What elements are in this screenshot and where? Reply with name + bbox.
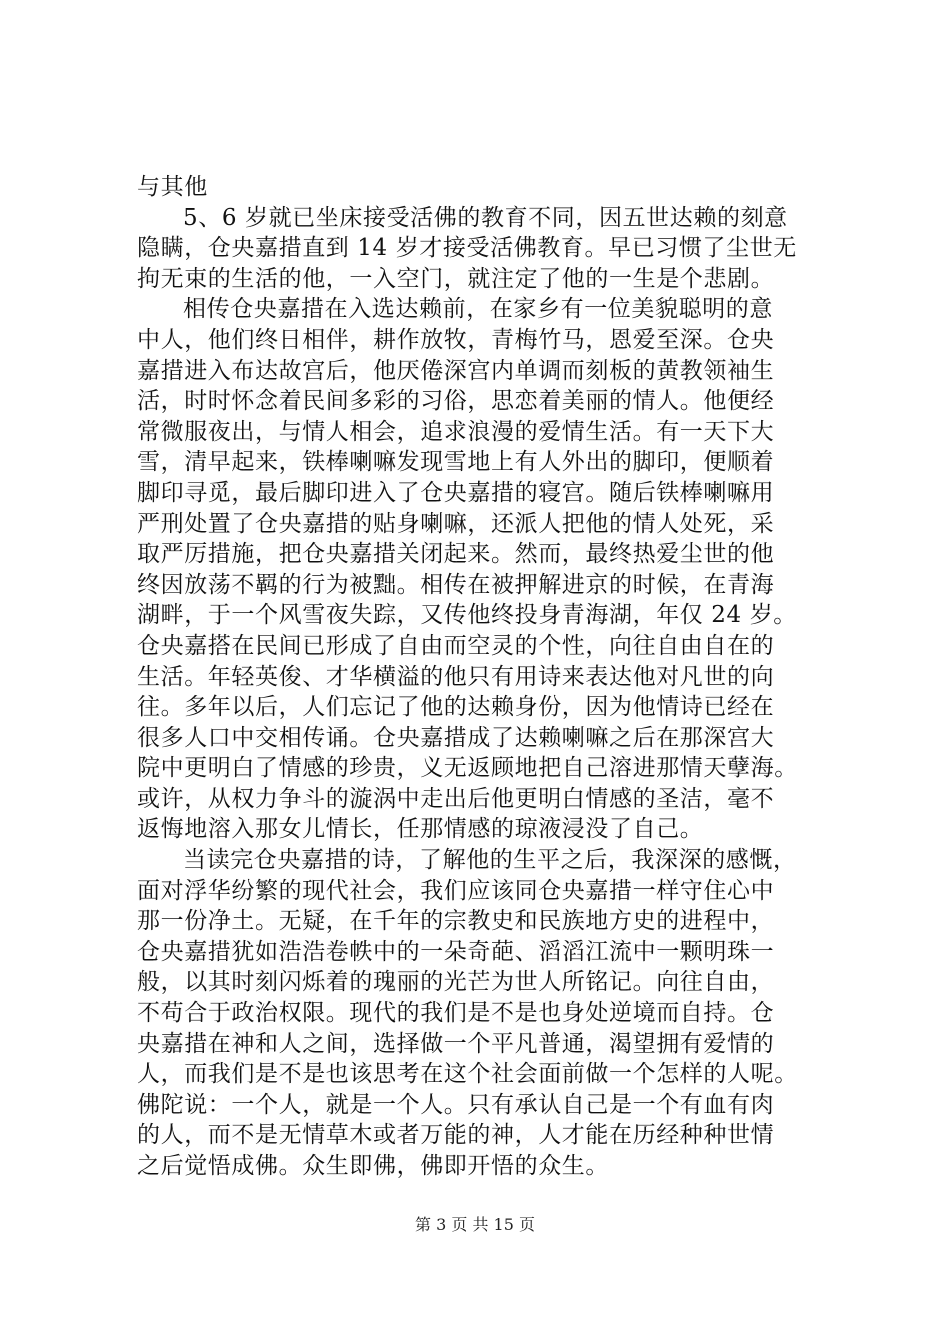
text-line: 佛陀说：一个人，就是一个人。只有承认自己是一个有血有肉 bbox=[137, 1091, 775, 1118]
text-line: 取严厉措施，把仓央嘉措关闭起来。然而，最终热爱尘世的他 bbox=[137, 541, 775, 568]
page-footer: 第 3 页 共 15 页 bbox=[415, 1215, 535, 1234]
body-text bbox=[137, 172, 837, 1182]
text-line: 那一份净土。无疑，在千年的宗教史和民族地方史的进程中， bbox=[137, 908, 775, 935]
text-line: 或许，从权力争斗的漩涡中走出后他更明白情感的圣洁，毫不 bbox=[137, 785, 775, 812]
text-line: 严刑处置了仓央嘉措的贴身喇嘛，还派人把他的情人处死，采 bbox=[137, 510, 775, 537]
text-line: 面对浮华纷繁的现代社会，我们应该同仓央嘉措一样守住心中 bbox=[137, 877, 775, 904]
text-line: 返悔地溶入那女儿情长，任那情感的琼液浸没了自己。 bbox=[137, 816, 704, 843]
text-line: 雪，清早起来，铁棒喇嘛发现雪地上有人外出的脚印，便顺着 bbox=[137, 449, 775, 476]
text-line: 不苟合于政治权限。现代的我们是不是也身处逆境而自持。仓 bbox=[137, 1000, 775, 1027]
text-line: 相传仓央嘉措在入选达赖前，在家乡有一位美貌聪明的意 bbox=[183, 296, 773, 323]
text-line: 很多人口中交相传诵。仓央嘉措成了达赖喇嘛之后在那深宫大 bbox=[137, 724, 775, 751]
text-line: 脚印寻觅，最后脚印进入了仓央嘉措的寝宫。随后铁棒喇嘛用 bbox=[137, 479, 775, 506]
text-line: 隐瞒，仓央嘉措直到 14 岁才接受活佛教育。早已习惯了尘世无 bbox=[137, 235, 797, 262]
text-line: 当读完仓央嘉措的诗，了解他的生平之后，我深深的感慨， bbox=[183, 847, 797, 874]
text-line: 人，而我们是不是也该思考在这个社会面前做一个怎样的人呢。 bbox=[137, 1061, 798, 1088]
text-line: 的人，而不是无情草木或者万能的神，人才能在历经种种世情 bbox=[137, 1122, 775, 1149]
text-line: 仓央嘉搭在民间已形成了自由而空灵的个性，向往自由自在的 bbox=[137, 632, 775, 659]
text-line: 中人，他们终日相伴，耕作放牧，青梅竹马，恩爱至深。仓央 bbox=[137, 326, 775, 353]
text-line: 与其他 bbox=[137, 174, 208, 200]
text-line: 般，以其时刻闪烁着的瑰丽的光芒为世人所铭记。向往自由， bbox=[137, 969, 775, 996]
text-line: 终因放荡不羁的行为被黜。相传在被押解进京的时候，在青海 bbox=[137, 571, 775, 598]
text-line: 拘无束的生活的他，一入空门，就注定了他的一生是个悲剧。 bbox=[137, 265, 775, 292]
text-line: 院中更明白了情感的珍贵，义无返顾地把自己溶进那情天孽海。 bbox=[137, 755, 798, 782]
text-line: 往。多年以后，人们忘记了他的达赖身份，因为他情诗已经在 bbox=[137, 694, 775, 721]
text-line: 央嘉措在神和人之间，选择做一个平凡普通，渴望拥有爱情的 bbox=[137, 1030, 775, 1057]
text-line: 5、6 岁就已坐床接受活佛的教育不同，因五世达赖的刻意 bbox=[183, 204, 788, 231]
text-line: 之后觉悟成佛。众生即佛，佛即开悟的众生。 bbox=[137, 1153, 609, 1179]
text-line: 嘉措进入布达故宫后，他厌倦深宫内单调而刻板的黄教领袖生 bbox=[137, 357, 775, 384]
text-line: 常微服夜出，与情人相会，追求浪漫的爱情生活。有一天下大 bbox=[137, 418, 775, 445]
text-line: 生活。年轻英俊、才华横溢的他只有用诗来表达他对凡世的向 bbox=[137, 663, 775, 690]
text-line: 活，时时怀念着民间多彩的习俗，思恋着美丽的情人。他便经 bbox=[137, 388, 775, 415]
text-line: 湖畔，于一个风雪夜失踪，又传他终投身青海湖，年仅 24 岁。 bbox=[137, 602, 797, 629]
text-line: 仓央嘉措犹如浩浩卷帙中的一朵奇葩、滔滔江流中一颗明珠一 bbox=[137, 938, 775, 965]
